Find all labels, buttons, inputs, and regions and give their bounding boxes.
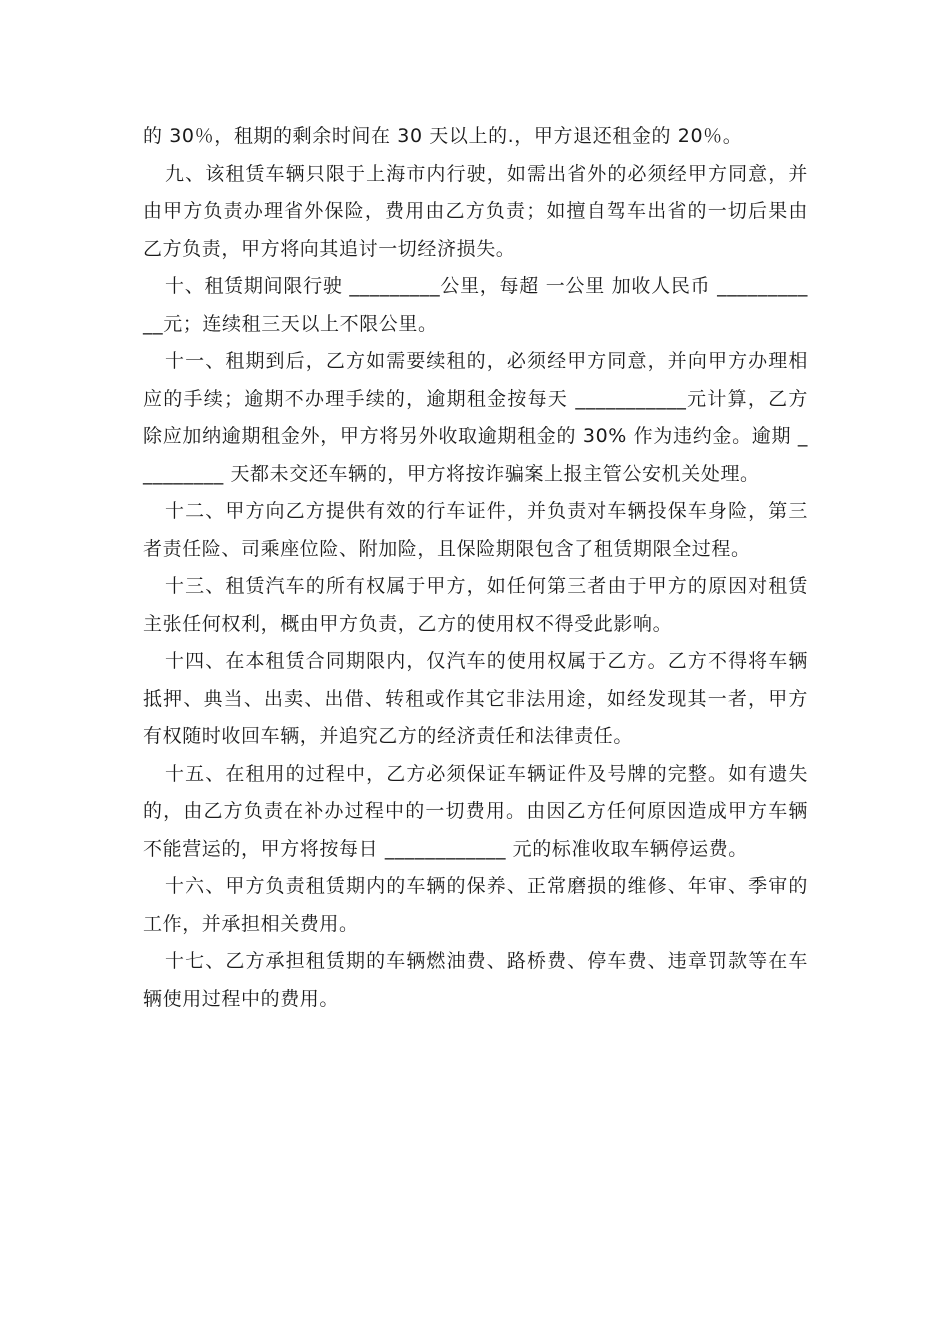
paragraph-continuation: 的 30％，租期的剩余时间在 30 天以上的.，甲方退还租金的 20％。 (143, 125, 743, 147)
clause-16: 十六、甲方负责租赁期内的车辆的保养、正常磨损的维修、年审、季审的工作，并承担相关费用。 (143, 875, 808, 935)
document-body (143, 118, 808, 1018)
clause-12: 十二、甲方向乙方提供有效的行车证件，并负责对车辆投保车身险，第三者责任险、司乘座位险、附加险，且保险期限包含了租赁期限全过程。 (143, 500, 808, 560)
clause-10: 十、租赁期间限行驶 _________公里，每超 一公里 加收人民币 ___________元；连续租三天以上不限公里。 (143, 275, 808, 335)
clause-13: 十三、租赁汽车的所有权属于甲方，如任何第三者由于甲方的原因对租赁主张任何权利，概由甲方负责，乙方的使用权不得受此影响。 (143, 575, 808, 635)
clause-9: 九、该租赁车辆只限于上海市内行驶，如需出省外的必须经甲方同意，并由甲方负责办理省外保险，费用由乙方负责；如擅自驾车出省的一切后果由乙方负责，甲方将向其追讨一切经济损失。 (143, 162, 808, 260)
clause-17: 十七、乙方承担租赁期的车辆燃油费、路桥费、停车费、违章罚款等在车辆使用过程中的费用。 (143, 950, 808, 1010)
clause-11: 十一、租期到后，乙方如需要续租的，必须经甲方同意，并向甲方办理相应的手续；逾期不办理手续的，逾期租金按每天 ___________元计算，乙方除应加纳逾期租金外，甲方将另外收取逾期租金的 30% 作为违约金。逾期 _________ 天都未交还车辆的，甲方将按诈骗案上报主管公安机关处理。 (143, 350, 808, 485)
clause-14: 十四、在本租赁合同期限内，仅汽车的使用权属于乙方。乙方不得将车辆抵押、典当、出卖、出借、转租或作其它非法用途，如经发现其一者，甲方有权随时收回车辆，并追究乙方的经济责任和法律责任。 (143, 650, 808, 747)
clause-15: 十五、在租用的过程中，乙方必须保证车辆证件及号牌的完整。如有遗失的，由乙方负责在补办过程中的一切费用。由因乙方任何原因造成甲方车辆不能营运的，甲方将按每日 ____________ 元的标准收取车辆停运费。 (143, 762, 808, 860)
